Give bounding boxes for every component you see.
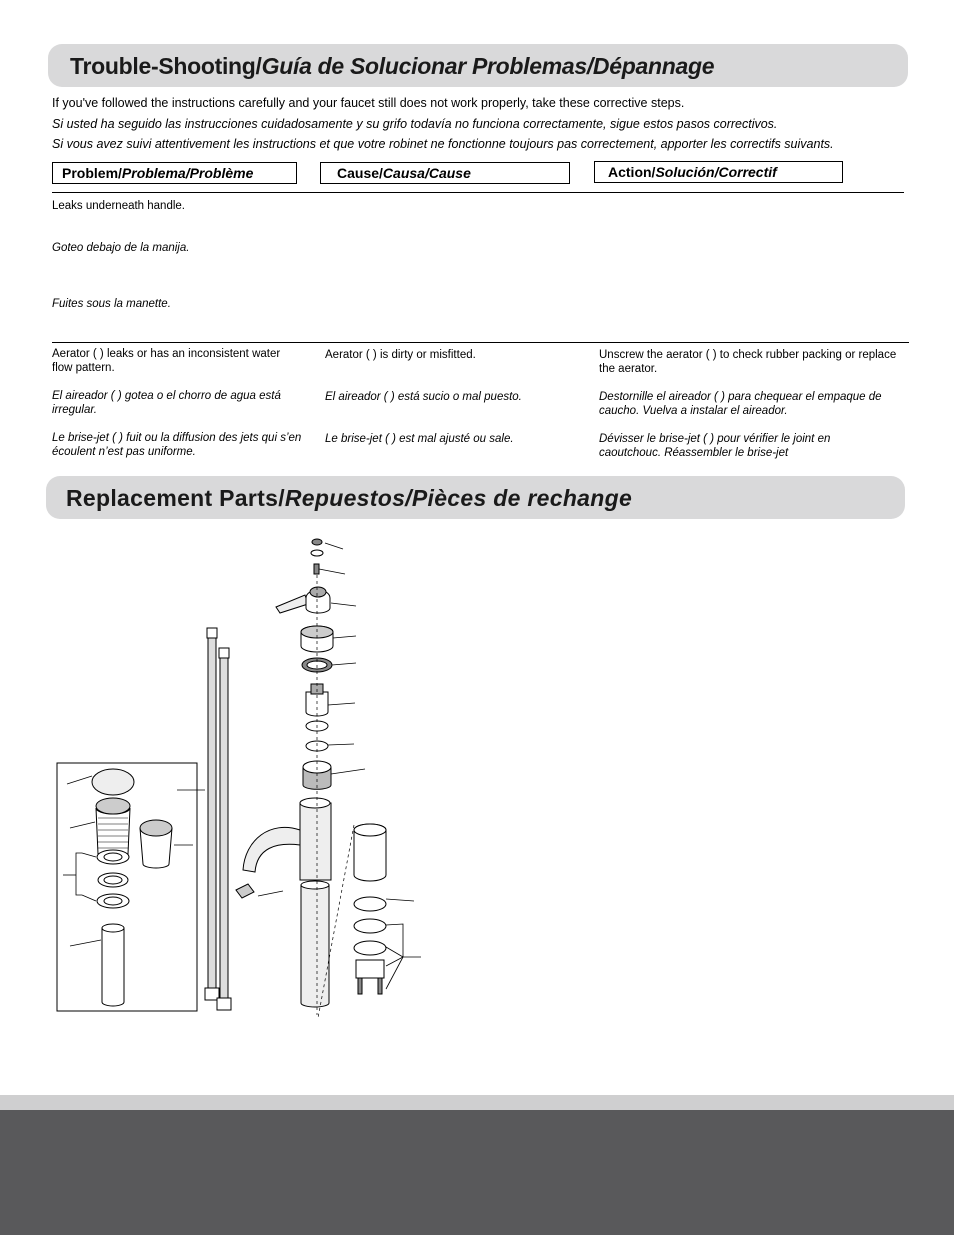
index-button (312, 539, 322, 545)
column-header-cause-en: Cause/ (337, 165, 383, 181)
lever-handle (276, 595, 308, 613)
row2-problem-en: Aerator ( ) leaks or has an inconsistent water flow pattern. (52, 348, 281, 374)
mounting-washer-2 (354, 919, 386, 933)
faucet-shank (301, 885, 329, 1007)
mounting-plate (356, 960, 384, 978)
footer-light-band (0, 1095, 954, 1110)
aerator (236, 884, 254, 898)
row1-problem-fr: Fuites sous la manette. (52, 298, 171, 310)
row2-problem-es: El aireador ( ) gotea o el chorro de agua está irregular. (52, 390, 281, 416)
column-header-action (594, 161, 843, 183)
intro-french: Si vous avez suivi attentivement les instructions et que votre robinet ne fonctionne toujours pas correctement, apporter les correctifs suivants. (52, 137, 834, 151)
row2-cause-en: Aerator ( ) is dirty or misfitted. (325, 349, 476, 361)
replacement-parts-title-en: Replacement Parts/ (66, 485, 285, 511)
column-header-problem-en: Problem/ (62, 165, 122, 181)
row2-cause-fr: Le brise-jet ( ) est mal ajusté ou sale. (325, 433, 514, 445)
troubleshooting-title (70, 53, 714, 80)
replacement-parts-title-rest: Repuestos/Pièces de rechange (284, 485, 633, 511)
row2-action-es: Destornille el aireador ( ) para chequear el empaque de caucho. Vuelva a instalar el aireador. (599, 391, 882, 417)
exploded-parts-diagram (0, 530, 954, 1030)
row2-problem-fr: Le brise-jet ( ) fuit ou la diffusion des jets qui s’en écoulent n’est pas uniforme. (52, 432, 302, 458)
troubleshooting-title-rest: Guía de Solucionar Problemas/Dépannage (261, 53, 715, 79)
faucet-spout (243, 827, 300, 872)
handle-screw (314, 564, 319, 574)
header-divider (52, 192, 904, 193)
row2-action-fr: Dévisser le brise-jet ( ) pour vérifier le joint en caoutchouc. Réassembler le brise-jet (599, 433, 831, 459)
footer-dark-band (0, 1110, 954, 1235)
column-header-action-rest: Solución/Correctif (655, 164, 777, 180)
column-header-action-en: Action/ (608, 164, 656, 180)
column-header-problem (52, 162, 297, 184)
column-header-cause-rest: Causa/Cause (382, 165, 471, 181)
troubleshooting-title-en: Trouble-Shooting/ (70, 53, 262, 79)
mounting-bolt-1 (358, 978, 362, 994)
row-divider (52, 342, 909, 343)
intro-spanish: Si usted ha seguido las instrucciones cuidadosamente y su grifo todavía no funciona correctamente, sigue estos pasos correctivos. (52, 117, 778, 131)
column-header-cause (320, 162, 570, 184)
mounting-washer-1 (354, 897, 386, 911)
replacement-parts-title (66, 485, 632, 512)
row1-problem-en: Leaks underneath handle. (52, 200, 185, 212)
mounting-washer-3 (354, 941, 386, 955)
drain-stopper-cap (92, 769, 134, 795)
row2-cause-es: El aireador ( ) está sucio o mal puesto. (325, 391, 522, 403)
column-header-problem-rest: Problema/Problème (121, 165, 254, 181)
row1-problem-es: Goteo debajo de la manija. (52, 242, 190, 254)
drain-assembly-frame (57, 763, 197, 1011)
faucet-body (300, 803, 331, 880)
drain-tailpiece (102, 928, 124, 1006)
mounting-bolt-2 (378, 978, 382, 994)
row2-action-en: Unscrew the aerator ( ) to check rubber packing or replace the aerator. (599, 349, 897, 375)
supply-hose-1 (208, 635, 216, 990)
intro-english: If you've followed the instructions carefully and your faucet still does not work properly, take these corrective steps. (52, 96, 685, 110)
supply-hose-2 (220, 655, 228, 1000)
